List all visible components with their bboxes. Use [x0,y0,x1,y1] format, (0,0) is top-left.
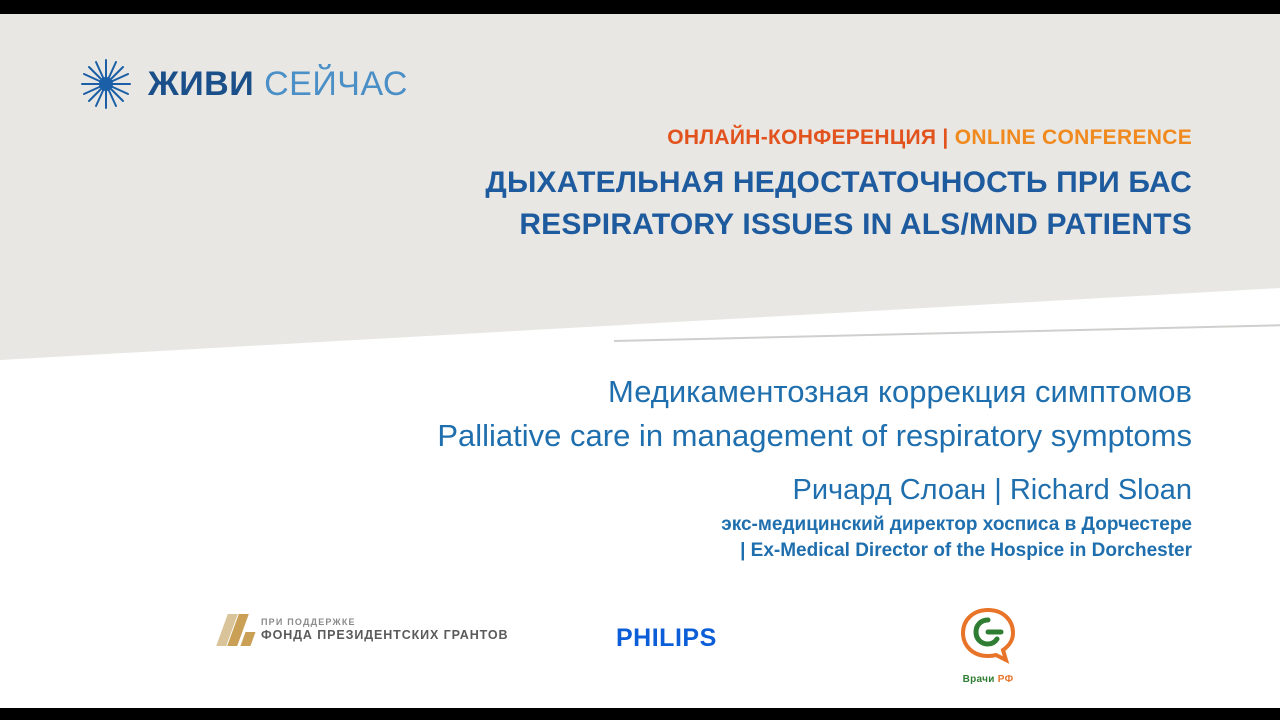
conference-label-ru: ОНЛАЙН-КОНФЕРЕНЦИЯ [667,126,937,149]
starburst-icon [78,56,134,112]
sponsor-logo-row [0,598,1280,708]
brand-logo [78,56,408,112]
slide-title-en: RESPIRATORY ISSUES IN ALS/MND PATIENTS [519,208,1192,241]
vrachi-rf-logo [950,606,1026,687]
conference-label [667,126,1192,150]
slide-subtitle-en: Palliative care in management of respiratory symptoms [437,418,1192,453]
conference-label-en: ONLINE CONFERENCE [954,126,1192,149]
letterbox-bar-top [0,0,1280,14]
vrachi-word-suffix: РФ [994,674,1014,685]
philips-logo: PHILIPS [616,624,717,652]
logo-word-1: ЖИВИ [148,64,255,103]
letterbox-bar-bottom [0,708,1280,720]
speaker-role-en: | Ex-Medical Director of the Hospice in Dorchester [740,540,1192,561]
grants-fund-text [261,617,508,644]
vrachi-rf-wordmark [963,674,1014,685]
grants-fund-mark-icon [222,614,252,646]
slide-subtitle-ru: Медикаментозная коррекция симптомов [608,374,1192,409]
vrachi-word-main: Врачи [962,674,995,685]
conference-label-separator: | [936,126,955,149]
speaker-role-ru: экс-медицинский директор хосписа в Дорчестере [721,514,1192,535]
logo-wordmark [148,65,408,104]
speaker-name: Ричард Слоан | Richard Sloan [792,474,1192,506]
logo-word-2: СЕЙЧАС [264,64,408,103]
grants-fund-line-2: ФОНДА ПРЕЗИДЕНТСКИХ ГРАНТОВ [261,627,509,642]
presidential-grants-fund-logo [222,614,508,646]
grants-fund-line-1: ПРИ ПОДДЕРЖКЕ [261,616,356,627]
slide-title-ru: ДЫХАТЕЛЬНАЯ НЕДОСТАТОЧНОСТЬ ПРИ БАС [485,166,1192,199]
vrachi-speech-bubble-icon [959,651,1017,668]
diagonal-divider-line [614,324,1280,342]
